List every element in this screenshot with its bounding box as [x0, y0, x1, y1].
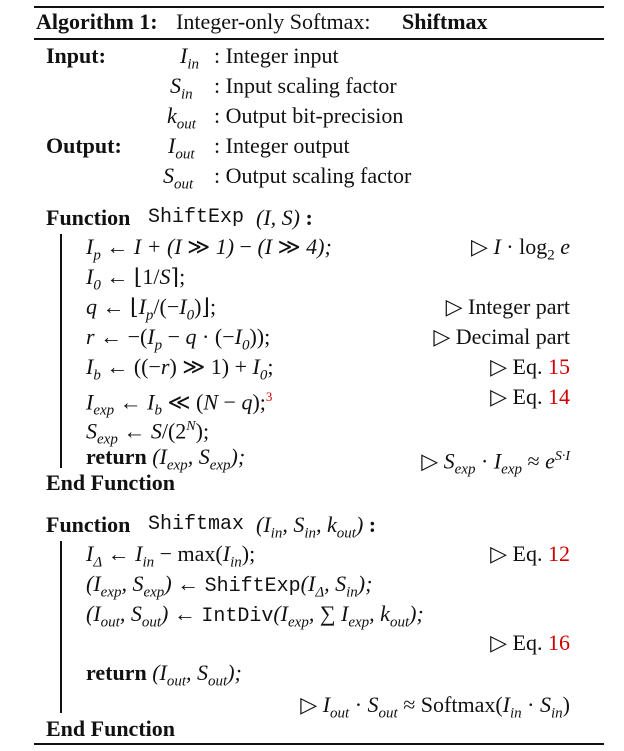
- comment: ▷ $I_{out} \cdot S_{out}$ ≈ $Softmax(I_{in} \cdot S_{in})$: [300, 692, 570, 722]
- comment: ▷ $S_{exp} \cdot I_{exp} \approx e^{S\cdot I}$: [421, 448, 570, 478]
- input-desc: : Input scaling factor: [214, 73, 397, 98]
- func2-line-3-comment: [0, 628, 624, 658]
- input-symbol: $I_{in}$: [180, 43, 199, 73]
- algorithm-title-bold: Shiftmax: [402, 9, 488, 34]
- func2-line-4: [0, 658, 624, 688]
- func1-line-2: [0, 262, 624, 292]
- input-symbol: $k_{out}$: [167, 103, 196, 133]
- func2-header: [0, 510, 624, 540]
- func1-line-7: [0, 412, 624, 448]
- end-function: End Function: [46, 470, 175, 495]
- code: return ($I_{exp}$, $S_{exp}$);: [86, 444, 246, 474]
- bottom-rule: [34, 743, 604, 745]
- function-args: ($I_{in}$, $S_{in}$, $k_{out}$) :: [256, 512, 377, 542]
- func2-line-2: [0, 569, 624, 599]
- comment: ▷ Eq. 15: [490, 354, 570, 379]
- function-args: (I, S) :: [256, 205, 313, 230]
- function-keyword: Function: [46, 512, 131, 537]
- input-row-3: [0, 101, 624, 131]
- algorithm-title: Integer-only Softmax:: [176, 9, 371, 34]
- code: $S_{exp}$ ← $S/(2^N)$;: [86, 418, 210, 448]
- algorithm-label: Algorithm 1:: [36, 9, 158, 34]
- input-row-1: [0, 41, 624, 71]
- caption-rule: [34, 38, 604, 40]
- comment: ▷ Eq. 14: [490, 384, 570, 409]
- output-symbol: $S_{out}$: [163, 163, 194, 193]
- end-function: End Function: [46, 716, 175, 741]
- output-row-2: [0, 161, 624, 191]
- func2-end: [0, 714, 624, 744]
- code: $I_0$ ← ⌊1/S⌉;: [86, 264, 186, 294]
- input-symbol: $S_{in}$: [170, 73, 193, 103]
- function-name: Shiftmax: [148, 513, 245, 536]
- comment: ▷ Eq. 12: [490, 541, 570, 566]
- input-desc: : Output bit-precision: [214, 103, 404, 128]
- equation-link[interactable]: 15: [548, 354, 570, 379]
- comment: ▷ Integer part: [445, 294, 570, 319]
- code: q ← $⌊I_p/(-I_0)⌋$;: [86, 294, 217, 324]
- algorithm-caption: [0, 7, 624, 37]
- func1-line-5: [0, 352, 624, 382]
- input-row-2: [0, 71, 624, 101]
- output-desc: : Output scaling factor: [214, 163, 412, 188]
- equation-link[interactable]: 14: [548, 384, 570, 409]
- func2-line-1: [0, 539, 624, 569]
- code: ($I_{out}$, $S_{out}$) ← $IntDiv(I_{exp}$, ∑ $I_{exp}$, $k_{out}$);: [86, 601, 424, 631]
- input-desc: : Integer input: [214, 43, 339, 68]
- func1-line-1: [0, 232, 624, 262]
- equation-link[interactable]: 16: [548, 630, 570, 655]
- output-row-1: [0, 131, 624, 161]
- func1-line-6: [0, 382, 624, 419]
- func1-line-4: [0, 322, 624, 352]
- func1-line-3: [0, 292, 624, 322]
- output-symbol: $I_{out}$: [168, 133, 195, 163]
- code: $I_b$ ← ((−r) ≫ $1) + I_0$;: [86, 354, 274, 384]
- comment: ▷ Decimal part: [433, 324, 570, 349]
- func2-line-3: [0, 599, 624, 629]
- code: ($I_{exp}$, $S_{exp}$) ← $ShiftExp(I_\Delta$, $S_{in}$);: [86, 571, 373, 601]
- input-label: Input:: [46, 43, 106, 68]
- code: r ← $-(I_p - q \cdot (-I_0))$;: [86, 324, 271, 354]
- output-label: Output:: [46, 133, 122, 158]
- equation-link[interactable]: 12: [548, 541, 570, 566]
- output-desc: : Integer output: [214, 133, 350, 158]
- func1-end: [0, 468, 624, 498]
- function-name: ShiftExp: [148, 206, 245, 229]
- code: $I_{exp}$ ← $I_b$ ≪ (N − q);$^3$: [86, 389, 273, 419]
- comment: ▷ Eq. 16: [490, 630, 570, 655]
- code: $I_p$ ← I + (I ≫ 1) − (I ≫ 4);: [86, 234, 332, 264]
- function-keyword: Function: [46, 205, 131, 230]
- code: return ($I_{out}$, $S_{out}$);: [86, 660, 242, 690]
- func1-header: [0, 203, 624, 233]
- code: $I_\Delta$ ← $I_{in} - \max(I_{in})$;: [86, 541, 256, 571]
- comment: ▷ $I \cdot \log_2 e$: [471, 234, 570, 264]
- footnote-link[interactable]: 3: [265, 389, 273, 404]
